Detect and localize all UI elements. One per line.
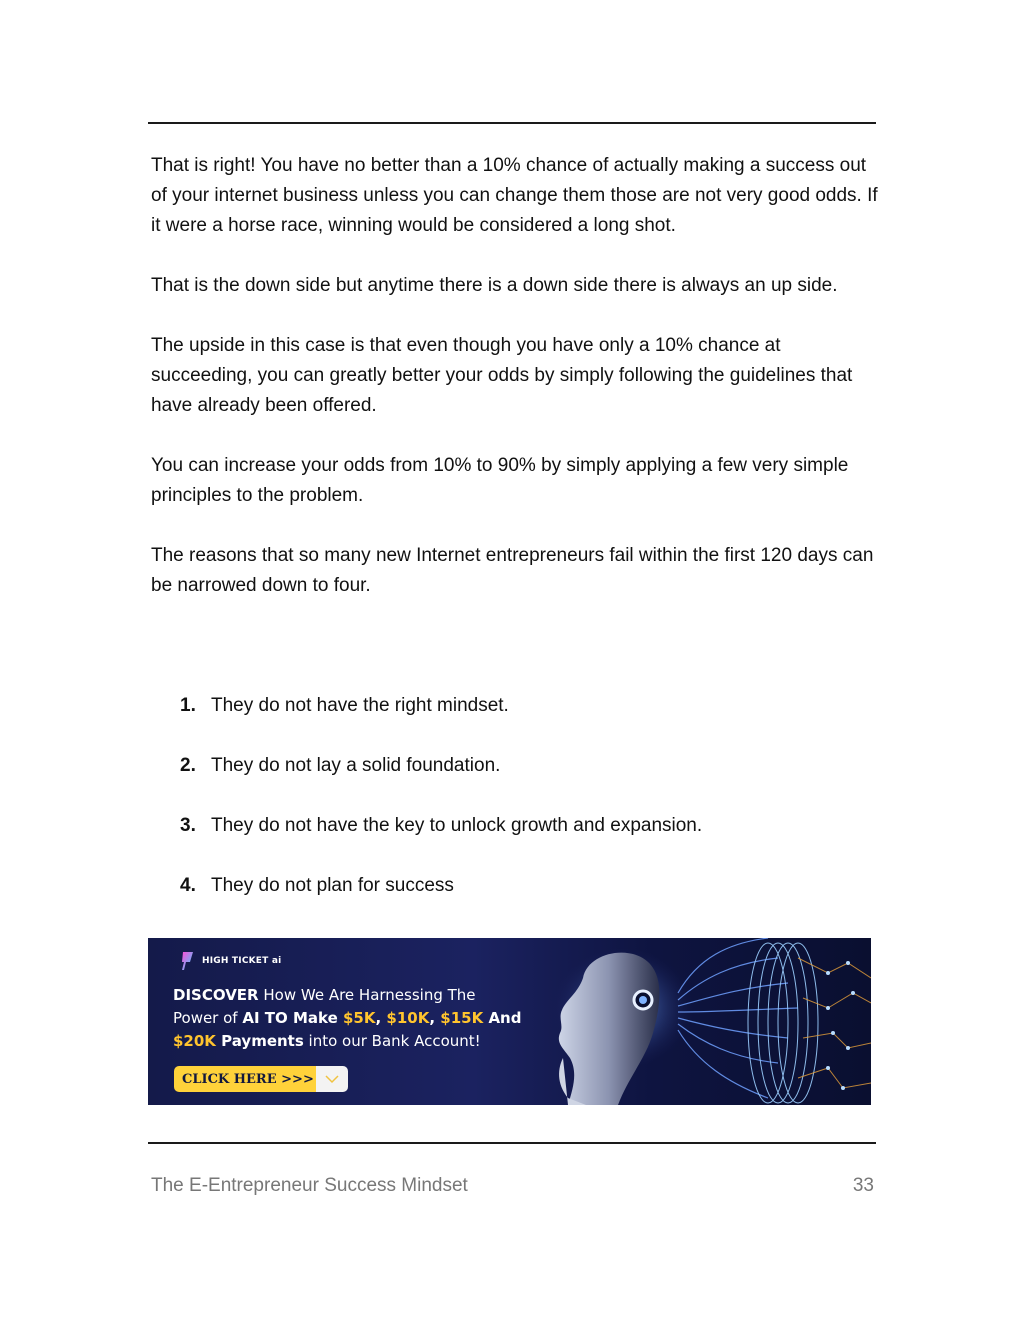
banner-headline bbox=[173, 984, 543, 1053]
body-text bbox=[151, 151, 881, 631]
paragraph-5: The reasons that so many new Internet entrepreneurs fail within the first 120 days can be narrowed down to four. bbox=[151, 545, 874, 596]
list-text: They do not plan for success bbox=[211, 875, 454, 896]
list-number: 3. bbox=[180, 815, 196, 836]
reasons-list bbox=[151, 691, 851, 931]
paragraph-2: That is the down side but anytime there is a down side there is always an up side. bbox=[151, 275, 838, 296]
brand-mark-icon bbox=[180, 950, 196, 972]
list-text: They do not have the right mindset. bbox=[211, 695, 509, 716]
header-rule bbox=[148, 122, 876, 124]
list-item bbox=[151, 691, 851, 721]
paragraph-1: That is right! You have no better than a 10% chance of actually making a success out of your internet business unless you can change them those are not very good odds. If it were a horse race, winning would be considered a long shot. bbox=[151, 155, 878, 236]
list-item bbox=[151, 811, 851, 841]
list-item bbox=[151, 751, 851, 781]
click-here-button[interactable] bbox=[174, 1066, 348, 1092]
paragraph-3: The upside in this case is that even though you have only a 10% chance at succeeding, you can greatly better your odds by simply following the guidelines that have already been offered. bbox=[151, 335, 853, 416]
list-number: 4. bbox=[180, 875, 196, 896]
footer-title: The E-Entrepreneur Success Mindset bbox=[151, 1175, 468, 1196]
list-number: 1. bbox=[180, 695, 196, 716]
list-text: They do not have the key to unlock growth and expansion. bbox=[211, 815, 703, 836]
footer-rule bbox=[148, 1142, 876, 1144]
robot-head-illustration bbox=[528, 938, 871, 1105]
ad-banner[interactable] bbox=[148, 938, 871, 1105]
list-text: They do not lay a solid foundation. bbox=[211, 755, 501, 776]
headline-line-2: Power of AI TO Make $5K, $10K, $15K And bbox=[173, 1009, 522, 1027]
paragraph-4: You can increase your odds from 10% to 90% by simply applying a few very simple principles to the problem. bbox=[151, 455, 849, 506]
headline-line-1: DISCOVER How We Are Harnessing The bbox=[173, 986, 476, 1004]
chevron-down-icon bbox=[316, 1066, 348, 1092]
page-number: 33 bbox=[852, 1175, 874, 1196]
brand-logo bbox=[180, 950, 281, 972]
click-here-label: CLICK HERE >>> bbox=[174, 1066, 316, 1092]
headline-line-3: $20K Payments into our Bank Account! bbox=[173, 1032, 481, 1050]
list-number: 2. bbox=[180, 755, 196, 776]
list-item bbox=[151, 871, 851, 901]
brand-name: HIGH TICKET ai bbox=[202, 956, 282, 966]
